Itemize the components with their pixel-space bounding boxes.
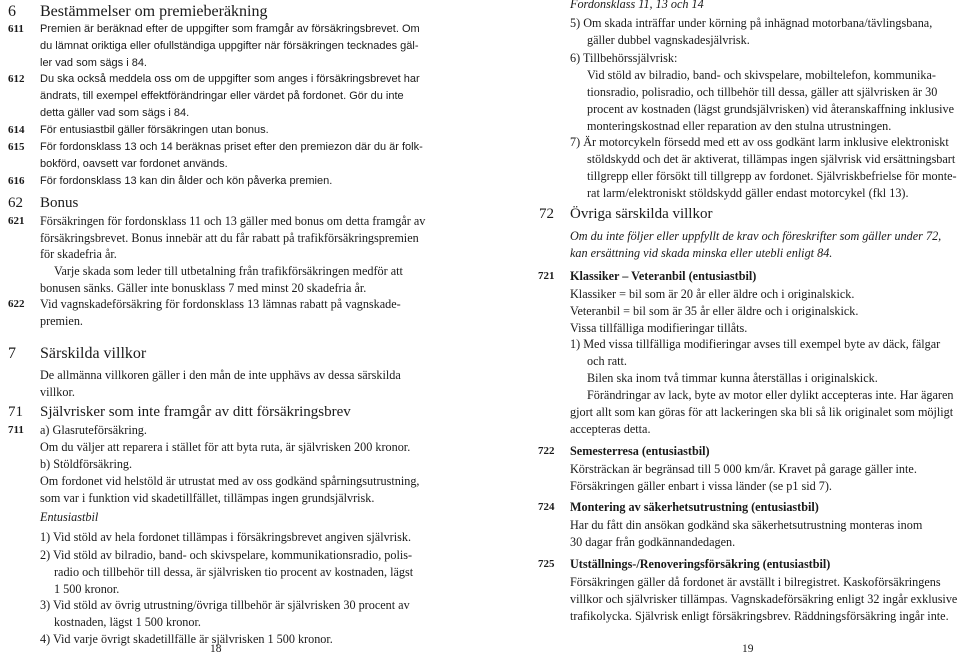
section-621-line-4: Varje skada som leder till utbetalning från trafikförsäkringen medför att [54, 264, 403, 278]
section-722-title: Semesterresa (entusiastbil) [570, 444, 710, 458]
fk-item-5-line-1: 5) Om skada inträffar under körning på inhägnad motorbana/tävlingsbana, [570, 16, 933, 30]
page-number-left: 18 [210, 643, 222, 655]
section-724-title: Montering av säkerhetsutrustning (entusiastbil) [570, 500, 819, 514]
fk-item-6-line-5: monteringskostnad eller reparation av den stulna utrustningen. [587, 119, 892, 133]
heading-6-number: 6 [8, 3, 16, 20]
section-711-line-4: Om fordonet vid helstöld är utrustat med av oss godkänd spårningsutrustning, [40, 474, 420, 488]
section-722-number: 722 [538, 445, 555, 457]
fk-item-6-line-3: tionsradio, polisradio, och tillbehör till dessa, gäller att självrisken är 30 [587, 85, 938, 99]
entusiast-item-2-line-2: radio och tillbehör till dessa, är självrisken tio procent av kostnaden, lägst [54, 565, 414, 579]
entusiast-item-2-line-1: 2) Vid stöld av bilradio, band- och skivspelare, kommunikationsradio, polis- [40, 548, 413, 562]
section-611-line-1: Premien är beräknad efter de uppgifter som framgår av försäkringsbrevet. Om [40, 23, 420, 35]
heading-71-number: 71 [8, 404, 23, 420]
section-725-line-1: Försäkringen gäller då fordonet är avställt i bilregistret. Kaskoförsäkringens [570, 575, 941, 589]
section-611-number: 611 [8, 23, 24, 35]
fk-item-6-line-4: procent av kostnaden (lägst grundsjälvrisken) vid återanskaffning inklusive [587, 102, 954, 116]
section-615-number: 615 [8, 141, 25, 153]
fordonsklass-label: Fordonsklass 11, 13 och 14 [570, 0, 704, 11]
entusiast-item-3-line-2: kostnaden, lägst 1 500 kronor. [54, 615, 201, 629]
section-622-number: 622 [8, 298, 25, 310]
section-612-number: 612 [8, 73, 25, 85]
section-721-title: Klassiker – Veteranbil (entusiastbil) [570, 269, 757, 283]
section-611-line-3: ler vad som sägs i 84. [40, 57, 147, 69]
section-616-line-1: För fordonsklass 13 kan din ålder och kön påverka premien. [40, 175, 333, 187]
entusiastbil-label: Entusiastbil [40, 510, 99, 524]
heading-72-number: 72 [539, 206, 554, 222]
section-621-line-3: för skadefria år. [40, 247, 117, 261]
section-721-number: 721 [538, 270, 555, 282]
section-721-line-1: Klassiker = bil som är 20 år eller äldre och i originalskick. [570, 287, 855, 301]
entusiast-item-2-line-3: 1 500 kronor. [54, 582, 120, 596]
section-711-line-3: b) Stöldförsäkring. [40, 457, 133, 471]
section-724-line-1: Har du fått din ansökan godkänd ska säkerhetsutrustning monteras inom [570, 518, 923, 532]
section-722-line-1: Körsträckan är begränsad till 5 000 km/år. Kravet på garage gäller inte. [570, 462, 917, 476]
entusiast-item-3-line-1: 3) Vid stöld av övrig utrustning/övriga tillbehör är självrisken 30 procent av [40, 598, 410, 612]
heading-62-number: 62 [8, 195, 23, 211]
section-721-line-9: accepteras detta. [570, 422, 651, 436]
section-721-line-2: Veteranbil = bil som är 35 år eller äldre och i originalskick. [570, 304, 859, 318]
heading-62-title: Bonus [40, 195, 79, 211]
intro-72-line-2: kan ersättning vid skada minska eller utebli enligt 84. [570, 246, 833, 260]
section-615-line-1: För fordonsklass 13 och 14 beräknas priset efter den premiezon där du är folk- [40, 141, 423, 153]
section-725-number: 725 [538, 558, 555, 570]
section-721-line-4: 1) Med vissa tillfälliga modifieringar avses till exempel byte av däck, fälgar [570, 337, 941, 351]
section-721-line-8: gjort allt som kan göras för att lackeringen ska bli så lik originalet som möjligt [570, 405, 954, 419]
heading-72-title: Övriga särskilda villkor [570, 206, 713, 222]
section-621-line-5: bonusen sänks. Gäller inte bonusklass 7 med minst 20 skadefria år. [40, 281, 367, 295]
intro-7-line-1: De allmänna villkoren gäller i den mån de inte upphävs av dessa särskilda [40, 368, 401, 382]
heading-7-title: Särskilda villkor [40, 345, 147, 362]
section-612-line-1: Du ska också meddela oss om de uppgifter som anges i försäkringsbrevet har [40, 73, 420, 85]
section-721-line-6: Bilen ska inom två timmar kunna återställas i originalskick. [587, 371, 878, 385]
section-615-line-2: bokförd, oavsett var fordonet används. [40, 158, 228, 170]
section-611-line-2: du lämnat oriktiga eller ofullständiga uppgifter när försäkringen tecknades gäl- [40, 40, 419, 52]
intro-7-line-2: villkor. [40, 385, 75, 399]
fk-item-6-line-1: 6) Tillbehörssjälvrisk: [570, 51, 678, 65]
entusiast-item-4-line-1: 4) Vid varje övrigt skadetillfälle är självrisken 1 500 kronor. [40, 632, 333, 646]
right-page [480, 0, 960, 656]
section-724-line-2: 30 dagar från godkännandedagen. [570, 535, 736, 549]
heading-71-title: Självrisker som inte framgår av ditt försäkringsbrev [40, 404, 351, 420]
section-724-number: 724 [538, 501, 555, 513]
section-616-number: 616 [8, 175, 25, 187]
heading-6-title: Bestämmelser om premieberäkning [40, 3, 268, 20]
section-721-line-3: Vissa tillfälliga modifieringar tillåts. [570, 321, 748, 335]
section-722-line-2: Försäkringen gäller enbart i vissa länder (se p1 sid 7). [570, 479, 832, 493]
section-711-number: 711 [8, 424, 24, 436]
section-621-line-2: försäkringsbrevet. Bonus innebär att du får rabatt på trafikförsäkringspremien [40, 231, 419, 245]
page-number-right: 19 [742, 643, 754, 655]
fk-item-7-line-4: rat larm/elektroniskt stöldskydd gäller endast motorcykel (fkl 13). [587, 186, 909, 200]
section-612-line-3: detta gäller vad som sägs i 84. [40, 107, 190, 119]
section-725-title: Utställnings-/Renoveringsförsäkring (entusiastbil) [570, 557, 831, 571]
section-721-line-5: och ratt. [587, 354, 627, 368]
section-614-number: 614 [8, 124, 25, 136]
section-621-number: 621 [8, 215, 25, 227]
heading-7-number: 7 [8, 345, 16, 362]
fk-item-6-line-2: Vid stöld av bilradio, band- och skivspelare, mobiltelefon, kommunika- [587, 68, 936, 82]
section-622-line-1: Vid vagnskadeförsäkring för fordonsklass 13 lämnas rabatt på vagnskade- [40, 297, 401, 311]
section-622-line-2: premien. [40, 314, 83, 328]
fk-item-5-line-2: gäller dubbel vagnskadesjälvrisk. [587, 33, 750, 47]
section-621-line-1: Försäkringen för fordonsklass 11 och 13 gäller med bonus om detta framgår av [40, 214, 426, 228]
section-721-line-7: Förändringar av lack, byte av motor eller dylikt accepteras inte. Har ägaren [587, 388, 954, 402]
fk-item-7-line-1: 7) Är motorcykeln försedd med ett av oss godkänt larm inklusive elektroniskt [570, 135, 949, 149]
intro-72-line-1: Om du inte följer eller uppfyllt de krav och föreskrifter som gäller under 72, [570, 229, 942, 243]
section-614-line-1: För entusiastbil gäller försäkringen utan bonus. [40, 124, 269, 136]
fk-item-7-line-2: stöldskydd och det är aktiverat, tillämpas ingen självrisk vid ersättningsbart [587, 152, 956, 166]
section-725-line-3: trafikolycka. Självrisk enligt försäkringsbrev. Räddningsförsäkring ingår inte. [570, 609, 949, 623]
fk-item-7-line-3: tillgrepp eller försökt till tillgrepp av fordonet. Självriskbefrielse för monte- [587, 169, 957, 183]
section-711-line-5: som var i funktion vid skadetillfället, tillämpas ingen grundsjälvrisk. [40, 491, 375, 505]
section-725-line-2: villkor och självrisker tillämpas. Vagnskadeförsäkring enligt 32 ingår exklusive [570, 592, 958, 606]
entusiast-item-1-line-1: 1) Vid stöld av hela fordonet tillämpas i försäkringsbrevet angiven självrisk. [40, 530, 412, 544]
section-711-line-2: Om du väljer att reparera i stället för att byta ruta, är självrisken 200 kronor. [40, 440, 411, 454]
section-711-line-1: a) Glasruteförsäkring. [40, 423, 147, 437]
section-612-line-2: ändrats, till exempel effektförändringar eller värdet på fordonet. Gör du inte [40, 90, 404, 102]
